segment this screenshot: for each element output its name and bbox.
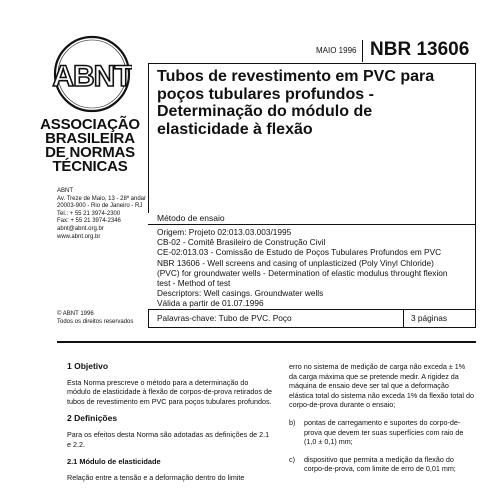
document-title [157, 68, 457, 138]
divider [362, 40, 363, 62]
subsection-heading: 2.1 Módulo de elasticidade [67, 457, 161, 467]
address-line: Fax: + 55 21 3974-2346 [57, 218, 121, 225]
paragraph: Para os efeitos desta Norma são adotadas as definições de 2.1 e 2.2. [67, 429, 270, 449]
origin-line: Origem: Projeto 02:013.03.003/1995 [157, 227, 292, 237]
title-line: Tubos de revestimento em PVC para [157, 68, 435, 85]
publication-date: MAIO 1996 [316, 46, 357, 55]
origin-line: (PVC) for groundwater wells - Determination of elastic modulus throught flexion [157, 267, 448, 278]
list-item-label: c) [289, 454, 295, 464]
copyright-notice [57, 311, 152, 326]
body-left-column [67, 362, 272, 490]
title-line: poços tubulares profundos - [157, 85, 374, 103]
divider [148, 224, 476, 225]
copyright-line: © ABNT 1996 [57, 311, 94, 317]
address-line: 20003-900 - Rio de Janeiro - RJ [57, 203, 143, 210]
body-right-column [289, 362, 474, 482]
org-name-line: TÉCNICAS [52, 158, 128, 175]
paragraph: erro no sistema de medição de carga não exceda ± 1% da carga máxima que se pretende medir. A rigidez da máquina de ensaio deve ser tal que a deformação elástica total do sistema não exceda 1% da flexão total do corpo-de-prova durante o ensaio; [289, 362, 474, 410]
origin-line: CB-02 - Comitê Brasileiro de Construção Civil [157, 237, 326, 248]
origin-line: Descriptors: Well casings. Groundwater wells [157, 288, 324, 299]
address-line: abnt@abnt.org.br [57, 225, 104, 232]
divider [148, 309, 476, 310]
divider [475, 63, 476, 328]
section-heading: 2 Definições [67, 413, 118, 424]
org-name-line: DE NORMAS [45, 144, 135, 161]
method-label: Método de ensaio [157, 213, 225, 223]
org-name-line: ASSOCIAÇÃO [40, 116, 140, 133]
list-item [289, 418, 474, 447]
origin-line: CE-02:013.03 - Comissão de Estudo de Poços Tubulares Profundos em PVC [157, 247, 442, 258]
divider [148, 309, 149, 328]
address-line: ABNT [57, 188, 74, 194]
organization-name [30, 118, 150, 174]
standard-number: NBR 13606 [370, 39, 470, 60]
origin-block [157, 227, 473, 309]
keywords: Palavras-chave: Tubo de PVC. Poço [157, 313, 292, 323]
list-item [289, 455, 474, 474]
origin-line: NBR 13606 - Well screens and casing of unplasticized (Poly Vinyl Chloride) [157, 257, 434, 268]
divider [148, 63, 476, 64]
org-name-line: BRASILEIRA [45, 130, 135, 147]
address-line: www.abnt.org.br [57, 233, 101, 240]
organization-address [57, 188, 152, 241]
list-item-text: pontas de carregamento e suportes do corpo-de-prova que devem ter suas superfícies com raio de (1,0 ± 0,1) mm; [304, 417, 464, 447]
abnt-logo-emblem [52, 34, 132, 114]
list-item-text: dispositivo que permita a medição da flexão do corpo-de-prova, com limite de erro de 0,01 mm; [304, 454, 456, 474]
divider [148, 63, 149, 213]
paragraph: Esta Norma prescreve o método para a determinação do módulo de elasticidade à flexão de corpos-de-prova retirados de tubos de revestimento em PVC para poços tubulares profundos. [67, 377, 272, 406]
copyright-line: Todos os direitos reservados [57, 318, 134, 325]
address-line: Tel.: + 55 21 3974-2300 [57, 210, 121, 217]
origin-line: test - Method of test [157, 278, 231, 289]
list-item-label: b) [289, 417, 296, 427]
origin-line: Válida a partir de 01.07.1996 [157, 298, 264, 309]
section-heading: 1 Objetivo [67, 361, 109, 371]
title-line: Determinação do módulo de [157, 103, 373, 120]
divider [403, 309, 404, 327]
page-count: 3 páginas [411, 313, 447, 323]
divider [148, 327, 476, 328]
logo-text: ABNT [52, 60, 132, 93]
abnt-logo [52, 34, 132, 114]
section-rule [57, 341, 476, 343]
paragraph: Relação entre a tensão e a deformação dentro do limite [67, 472, 245, 482]
address-line: Av. Treze de Maio, 13 - 28º andar [57, 195, 147, 202]
title-line: elasticidade à flexão [157, 120, 313, 138]
